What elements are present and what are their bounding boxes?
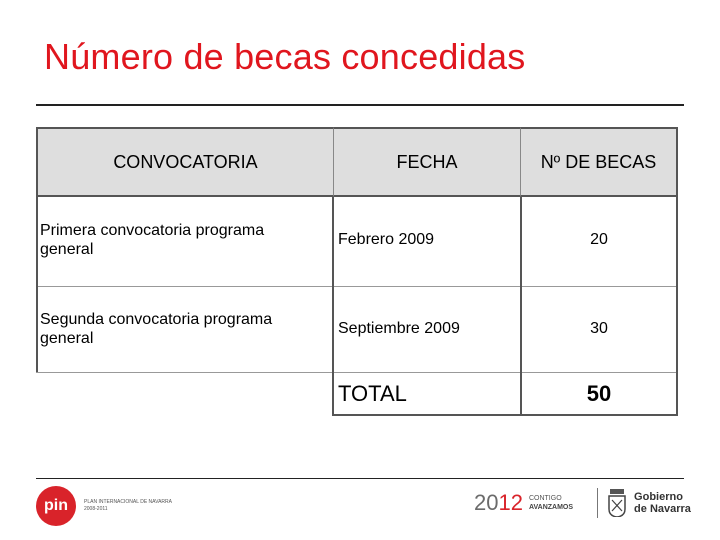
bottom-divider: [36, 478, 684, 479]
total-bottom-border: [332, 414, 678, 416]
pin-logo: pin: [36, 486, 76, 526]
row1-becas: 20: [590, 231, 608, 248]
total-value: 50: [586, 381, 612, 406]
row2-convocatoria: Segunda convocatoria programa general: [40, 311, 273, 347]
column-divider-2: [520, 197, 522, 416]
gobierno-text: [634, 491, 691, 515]
header-becas: Nº DE BECAS: [520, 127, 678, 197]
pin-branding: [36, 486, 174, 526]
table-border-left: [36, 197, 38, 372]
contigo-line: CONTIGO: [528, 495, 562, 502]
total-label: TOTAL: [338, 381, 407, 406]
row-divider: [36, 372, 678, 373]
page-title: Número de becas concedidas: [44, 36, 526, 77]
table-border-right: [676, 197, 678, 416]
row2-fecha: Septiembre 2009: [338, 320, 460, 337]
logo-divider: [597, 488, 598, 518]
pin-text: PLAN INTERNACIONAL DE NAVARRA 2008-2011: [84, 499, 172, 512]
row1-convocatoria: Primera convocatoria programa general: [40, 222, 265, 258]
column-divider-1: [332, 197, 334, 416]
gobierno-line-1: Gobierno: [634, 491, 683, 503]
gobierno-line-2: de Navarra: [634, 503, 691, 515]
row-divider: [36, 286, 678, 287]
navarra-shield-icon: [608, 489, 626, 517]
header-fecha: FECHA: [333, 127, 520, 197]
avanzamos-line: AVANZAMOS: [528, 504, 574, 511]
gobierno-branding: [474, 488, 691, 518]
contigo-text: [529, 494, 573, 512]
year-suffix: 12: [498, 490, 523, 515]
header-convocatoria: CONVOCATORIA: [36, 127, 333, 197]
year-prefix: 20: [474, 490, 499, 515]
year-logo: [474, 490, 523, 516]
top-divider: [36, 104, 684, 106]
row1-fecha: Febrero 2009: [338, 231, 435, 248]
row2-becas: 30: [590, 320, 608, 337]
